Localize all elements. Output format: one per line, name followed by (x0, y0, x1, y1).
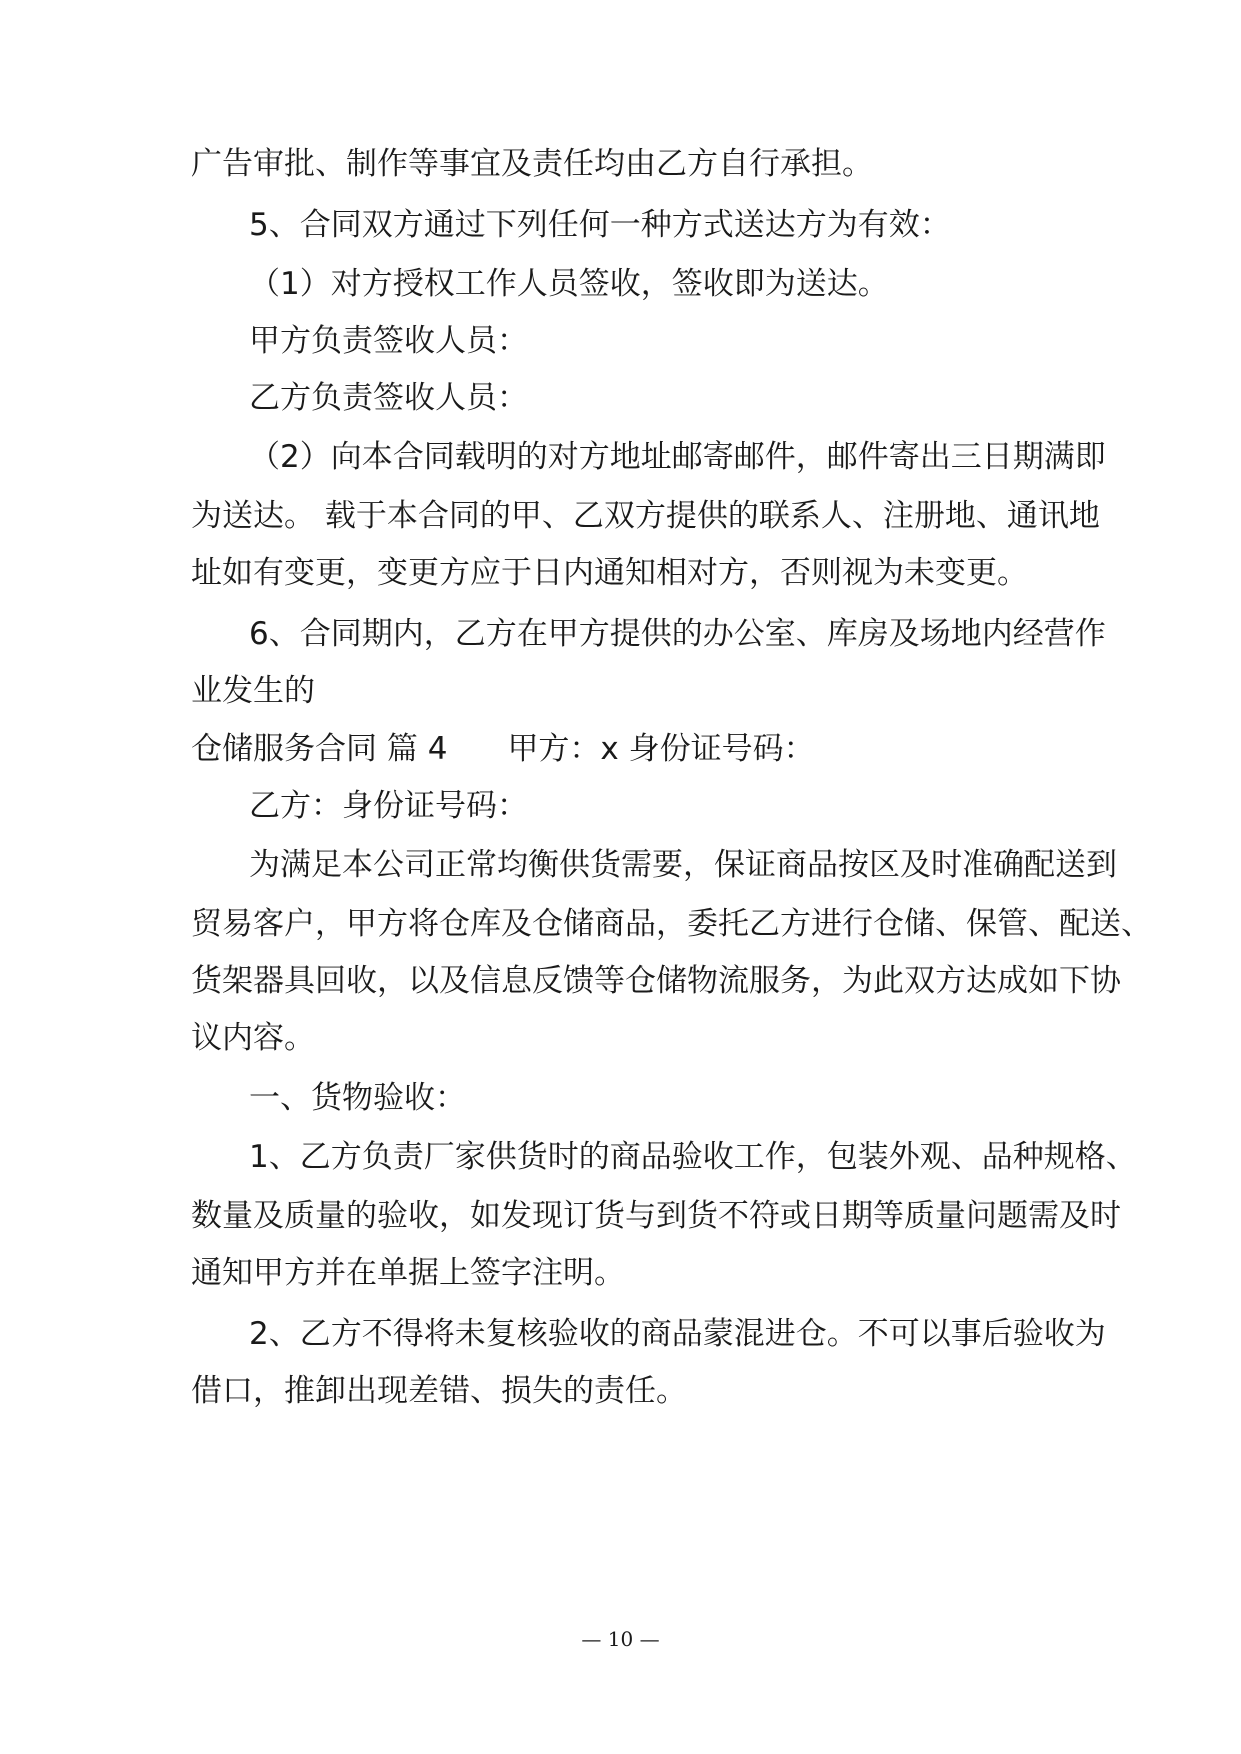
paragraph-line: 议内容。 (191, 1020, 315, 1056)
paragraph-line: 6、合同期内，乙方在甲方提供的办公室、库房及场地内经营作 (249, 616, 1106, 652)
paragraph-line: 业发生的 (191, 673, 315, 709)
paragraph-line: 乙方负责签收人员： (249, 380, 528, 416)
paragraph-line: 借口，推卸出现差错、损失的责任。 (191, 1373, 687, 1409)
party-a-line: 甲方：x 身份证号码： (507, 731, 815, 767)
paragraph-line: 1、乙方负责厂家供货时的商品验收工作，包装外观、品种规格、 (249, 1139, 1137, 1175)
paragraph-line: 数量及质量的验收，如发现订货与到货不符或日期等质量问题需及时 (191, 1198, 1121, 1234)
page-number: — 10 — (581, 1627, 660, 1651)
paragraph-line: 乙方：身份证号码： (249, 788, 528, 824)
paragraph-line: 2、乙方不得将未复核验收的商品蒙混进仓。不可以事后验收为 (249, 1316, 1106, 1352)
paragraph-line: 为满足本公司正常均衡供货需要，保证商品按区及时准确配送到 (249, 847, 1117, 883)
paragraph-line: 一、货物验收： (249, 1080, 466, 1116)
paragraph-line: 货架器具回收，以及信息反馈等仓储物流服务，为此双方达成如下协 (191, 963, 1121, 999)
paragraph-line: 甲方负责签收人员： (249, 323, 528, 359)
paragraph-line: 为送达。 载于本合同的甲、乙双方提供的联系人、注册地、通讯地 (191, 498, 1100, 534)
paragraph-line: （2）向本合同载明的对方地址邮寄邮件，邮件寄出三日期满即 (249, 439, 1106, 475)
paragraph-line: 贸易客户，甲方将仓库及仓储商品，委托乙方进行仓储、保管、配送、 (191, 906, 1152, 942)
paragraph-line: （1）对方授权工作人员签收，签收即为送达。 (249, 266, 889, 302)
paragraph-line: 5、合同双方通过下列任何一种方式送达方为有效： (249, 207, 951, 243)
section-title: 仓储服务合同 篇 4 (191, 731, 448, 767)
paragraph-line: 通知甲方并在单据上签字注明。 (191, 1255, 625, 1291)
paragraph-line: 广告审批、制作等事宜及责任均由乙方自行承担。 (191, 146, 873, 182)
paragraph-line: 址如有变更，变更方应于日内通知相对方，否则视为未变更。 (191, 555, 1028, 591)
section-heading (0, 729, 1241, 769)
